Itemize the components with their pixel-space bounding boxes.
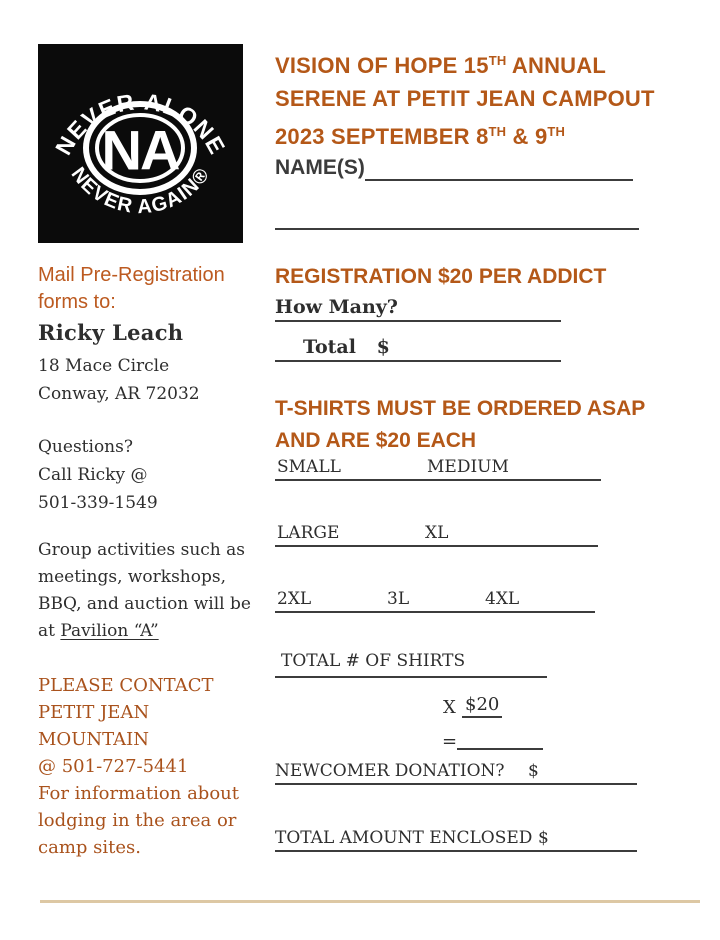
notice-line: MOUNTAIN [38,729,149,750]
bottom-divider-rule [40,900,700,903]
times-symbol: X [443,697,456,718]
questions-label: Questions? [38,437,133,457]
how-many-field-row [275,296,561,322]
phone-number: 501-339-1549 [38,493,158,513]
dollar-sign: $ [376,336,390,358]
name-fill-line [365,152,633,181]
tshirt-heading-line1: T-SHIRTS MUST BE ORDERED ASAP [275,397,646,420]
lodging-info: For information about lodging in the area or camp sites. [38,783,239,858]
activities-text: Group activities such as meetings, workshops, BBQ, and auction will be at [38,540,251,641]
dollar-sign: $ [528,761,539,781]
size-label-small: SMALL [277,457,341,477]
tshirt-heading-line2: AND ARE $20 EACH [275,429,477,452]
logo-monogram: NA [101,118,179,182]
questions-block [38,433,268,517]
name-field-label: NAME(S) [275,156,365,179]
size-label-medium: MEDIUM [427,457,509,477]
size-label-xl: XL [425,523,449,543]
petit-jean-notice [38,672,274,780]
address-line: Conway, AR 72032 [38,384,200,404]
name-field-row [275,152,633,181]
equals-row [275,727,575,752]
tshirt-heading [275,393,695,457]
registration-heading: REGISTRATION $20 PER ADDICT [275,265,607,288]
equals-fill-line [457,748,543,750]
notice-line: PETIT JEAN [38,702,150,723]
newcomer-donation-label: NEWCOMER DONATION? [275,761,505,781]
total-shirts-field-row [275,651,547,678]
address-line: 18 Mace Circle [38,356,170,376]
total-label: Total [303,336,356,358]
mailing-address [38,352,268,408]
size-label-4xl: 4XL [485,589,520,609]
shirt-size-row-1 [275,454,601,481]
logo-arc-bottom-text: NEVER AGAIN® [66,163,215,219]
activities-note [38,537,273,645]
total-enclosed-label: TOTAL AMOUNT ENCLOSED [275,828,533,848]
equals-symbol: = [442,731,458,752]
logo-arc-top-text: NEVER ALONE [50,88,231,160]
event-title-line1: VISION OF HOPE 15TH ANNUAL [275,53,606,78]
ordinal-suffix: TH [488,53,507,68]
size-label-large: LARGE [277,523,340,543]
shirt-size-row-2 [275,520,598,547]
name-fill-line-2 [275,204,639,230]
pavilion-link-text: Pavilion “A” [60,621,159,641]
ordinal-suffix: TH [547,124,566,139]
event-title-line2: SERENE AT PETIT JEAN CAMPOUT [275,86,655,111]
na-logo [38,44,243,243]
multiply-row [275,693,575,718]
registration-total-field-row [275,336,561,362]
contact-name: Ricky Leach [38,320,184,345]
event-title-line3: 2023 SEPTEMBER 8TH & 9TH [275,124,566,149]
total-shirts-label: TOTAL # OF SHIRTS [281,651,466,671]
call-label: Call Ricky @ [38,465,148,485]
shirt-size-row-3 [275,586,595,613]
mail-to-label: Mail Pre-Registration forms to: [38,264,225,313]
dollar-sign: $ [538,828,549,848]
event-title [275,44,705,153]
na-logo-graphic [38,44,243,243]
ordinal-suffix: TH [488,124,507,139]
size-label-2xl: 2XL [277,589,312,609]
notice-phone: @ 501-727-5441 [38,756,189,777]
how-many-label: How Many? [275,296,398,318]
newcomer-donation-field-row [275,758,637,785]
price-per-shirt: $20 [462,694,502,718]
total-enclosed-field-row [275,825,637,852]
size-label-3l: 3L [387,589,410,609]
notice-line: PLEASE CONTACT [38,675,214,696]
